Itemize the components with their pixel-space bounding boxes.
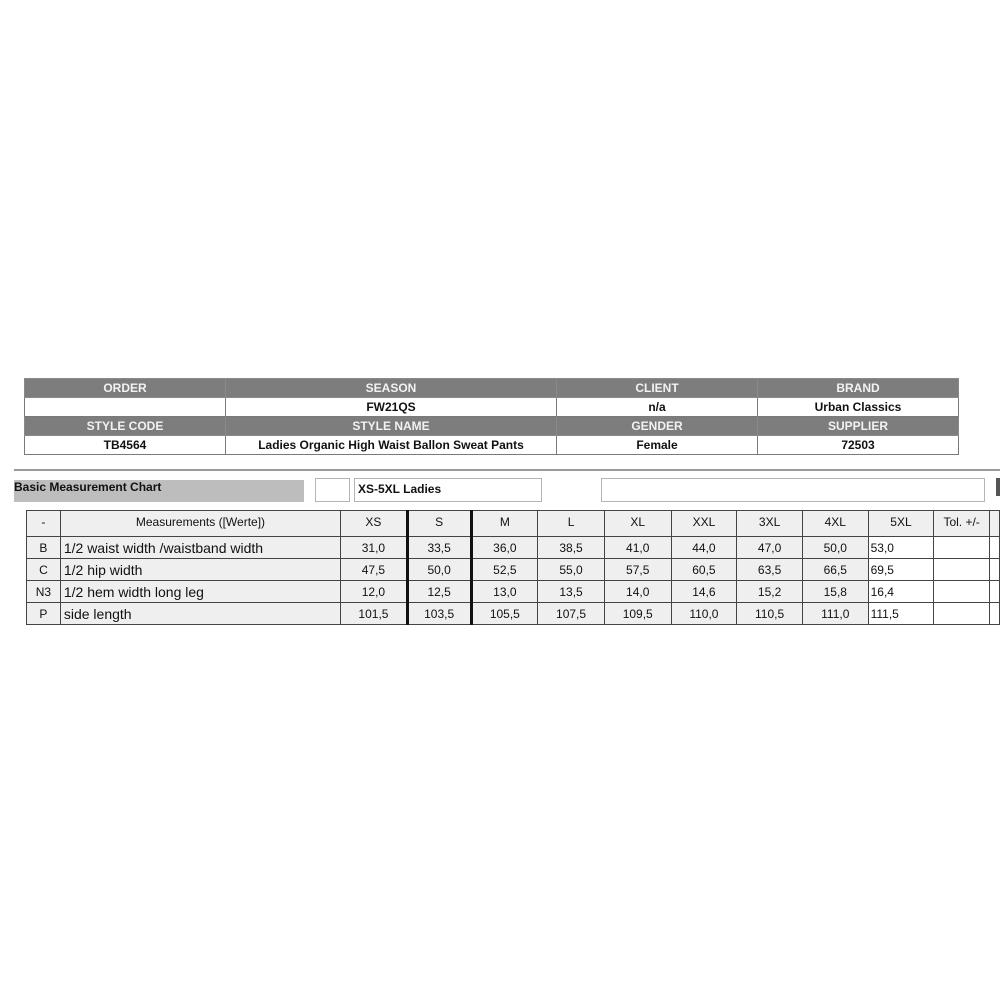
order-value bbox=[25, 398, 226, 417]
value-m: 13,0 bbox=[471, 581, 538, 603]
value-l: 13,5 bbox=[538, 581, 605, 603]
col-5xl-header: 5XL bbox=[868, 511, 934, 537]
value-5xl: 111,5 bbox=[868, 603, 934, 625]
brand-label: BRAND bbox=[758, 379, 959, 398]
info-header-row-2 bbox=[25, 417, 959, 436]
value-l: 38,5 bbox=[538, 537, 605, 559]
chart-title-bar bbox=[14, 480, 304, 502]
value-s: 50,0 bbox=[407, 559, 471, 581]
info-value-row-1 bbox=[25, 398, 959, 417]
cutoff-cell bbox=[989, 559, 999, 581]
value-xs: 47,5 bbox=[341, 559, 408, 581]
col-3xl-header: 3XL bbox=[737, 511, 803, 537]
value-xl: 14,0 bbox=[604, 581, 671, 603]
col-xl-header: XL bbox=[604, 511, 671, 537]
measurement-table bbox=[26, 510, 1000, 625]
value-xxl: 110,0 bbox=[671, 603, 737, 625]
col-xs-header: XS bbox=[341, 511, 408, 537]
row-code: P bbox=[27, 603, 61, 625]
gender-value: Female bbox=[557, 436, 758, 455]
style-code-label: STYLE CODE bbox=[25, 417, 226, 436]
value-4xl: 111,0 bbox=[802, 603, 868, 625]
supplier-value: 72503 bbox=[758, 436, 959, 455]
value-5xl: 69,5 bbox=[868, 559, 934, 581]
chart-title: Basic Measurement Chart bbox=[14, 480, 162, 494]
col-4xl-header: 4XL bbox=[802, 511, 868, 537]
value-5xl: 53,0 bbox=[868, 537, 934, 559]
style-name-label: STYLE NAME bbox=[226, 417, 557, 436]
col-measurement-header: Measurements ([Werte]) bbox=[60, 511, 340, 537]
row-code: C bbox=[27, 559, 61, 581]
row-name: 1/2 hip width bbox=[60, 559, 340, 581]
order-label: ORDER bbox=[25, 379, 226, 398]
col-l-header: L bbox=[538, 511, 605, 537]
col-code-header: - bbox=[27, 511, 61, 537]
value-xxl: 44,0 bbox=[671, 537, 737, 559]
table-row bbox=[27, 537, 1000, 559]
measurement-header-row bbox=[27, 511, 1000, 537]
brand-value: Urban Classics bbox=[758, 398, 959, 417]
value-s: 12,5 bbox=[407, 581, 471, 603]
table-row bbox=[27, 581, 1000, 603]
info-header-row-1 bbox=[25, 379, 959, 398]
value-s: 33,5 bbox=[407, 537, 471, 559]
value-3xl: 63,5 bbox=[737, 559, 803, 581]
value-xs: 101,5 bbox=[341, 603, 408, 625]
value-3xl: 47,0 bbox=[737, 537, 803, 559]
cutoff-element bbox=[996, 478, 1000, 496]
value-l: 55,0 bbox=[538, 559, 605, 581]
col-xxl-header: XXL bbox=[671, 511, 737, 537]
value-tol bbox=[934, 537, 990, 559]
style-info-table bbox=[24, 378, 959, 455]
value-4xl: 66,5 bbox=[802, 559, 868, 581]
row-name: 1/2 hem width long leg bbox=[60, 581, 340, 603]
cutoff-cell bbox=[989, 581, 999, 603]
row-name: side length bbox=[60, 603, 340, 625]
col-m-header: M bbox=[471, 511, 538, 537]
col-cutoff bbox=[989, 511, 999, 537]
season-value: FW21QS bbox=[226, 398, 557, 417]
row-name: 1/2 waist width /waistband width bbox=[60, 537, 340, 559]
section-divider bbox=[14, 469, 1000, 471]
value-5xl: 16,4 bbox=[868, 581, 934, 603]
value-xl: 41,0 bbox=[604, 537, 671, 559]
size-range-field: XS-5XL Ladies bbox=[354, 478, 542, 502]
row-code: N3 bbox=[27, 581, 61, 603]
value-xxl: 60,5 bbox=[671, 559, 737, 581]
table-row bbox=[27, 559, 1000, 581]
supplier-label: SUPPLIER bbox=[758, 417, 959, 436]
col-tol-header: Tol. +/- bbox=[934, 511, 990, 537]
cutoff-cell bbox=[989, 603, 999, 625]
value-m: 52,5 bbox=[471, 559, 538, 581]
value-l: 107,5 bbox=[538, 603, 605, 625]
value-s: 103,5 bbox=[407, 603, 471, 625]
style-name-value: Ladies Organic High Waist Ballon Sweat Pants bbox=[226, 436, 557, 455]
value-m: 36,0 bbox=[471, 537, 538, 559]
value-xxl: 14,6 bbox=[671, 581, 737, 603]
value-3xl: 110,5 bbox=[737, 603, 803, 625]
info-value-row-2 bbox=[25, 436, 959, 455]
note-field bbox=[601, 478, 985, 502]
value-3xl: 15,2 bbox=[737, 581, 803, 603]
value-m: 105,5 bbox=[471, 603, 538, 625]
empty-field-box bbox=[315, 478, 350, 502]
value-4xl: 50,0 bbox=[802, 537, 868, 559]
value-tol bbox=[934, 581, 990, 603]
value-4xl: 15,8 bbox=[802, 581, 868, 603]
value-xs: 12,0 bbox=[341, 581, 408, 603]
value-tol bbox=[934, 603, 990, 625]
season-label: SEASON bbox=[226, 379, 557, 398]
table-row bbox=[27, 603, 1000, 625]
cutoff-cell bbox=[989, 537, 999, 559]
value-xl: 57,5 bbox=[604, 559, 671, 581]
gender-label: GENDER bbox=[557, 417, 758, 436]
client-value: n/a bbox=[557, 398, 758, 417]
value-xl: 109,5 bbox=[604, 603, 671, 625]
value-tol bbox=[934, 559, 990, 581]
style-code-value: TB4564 bbox=[25, 436, 226, 455]
client-label: CLIENT bbox=[557, 379, 758, 398]
col-s-header: S bbox=[407, 511, 471, 537]
value-xs: 31,0 bbox=[341, 537, 408, 559]
row-code: B bbox=[27, 537, 61, 559]
